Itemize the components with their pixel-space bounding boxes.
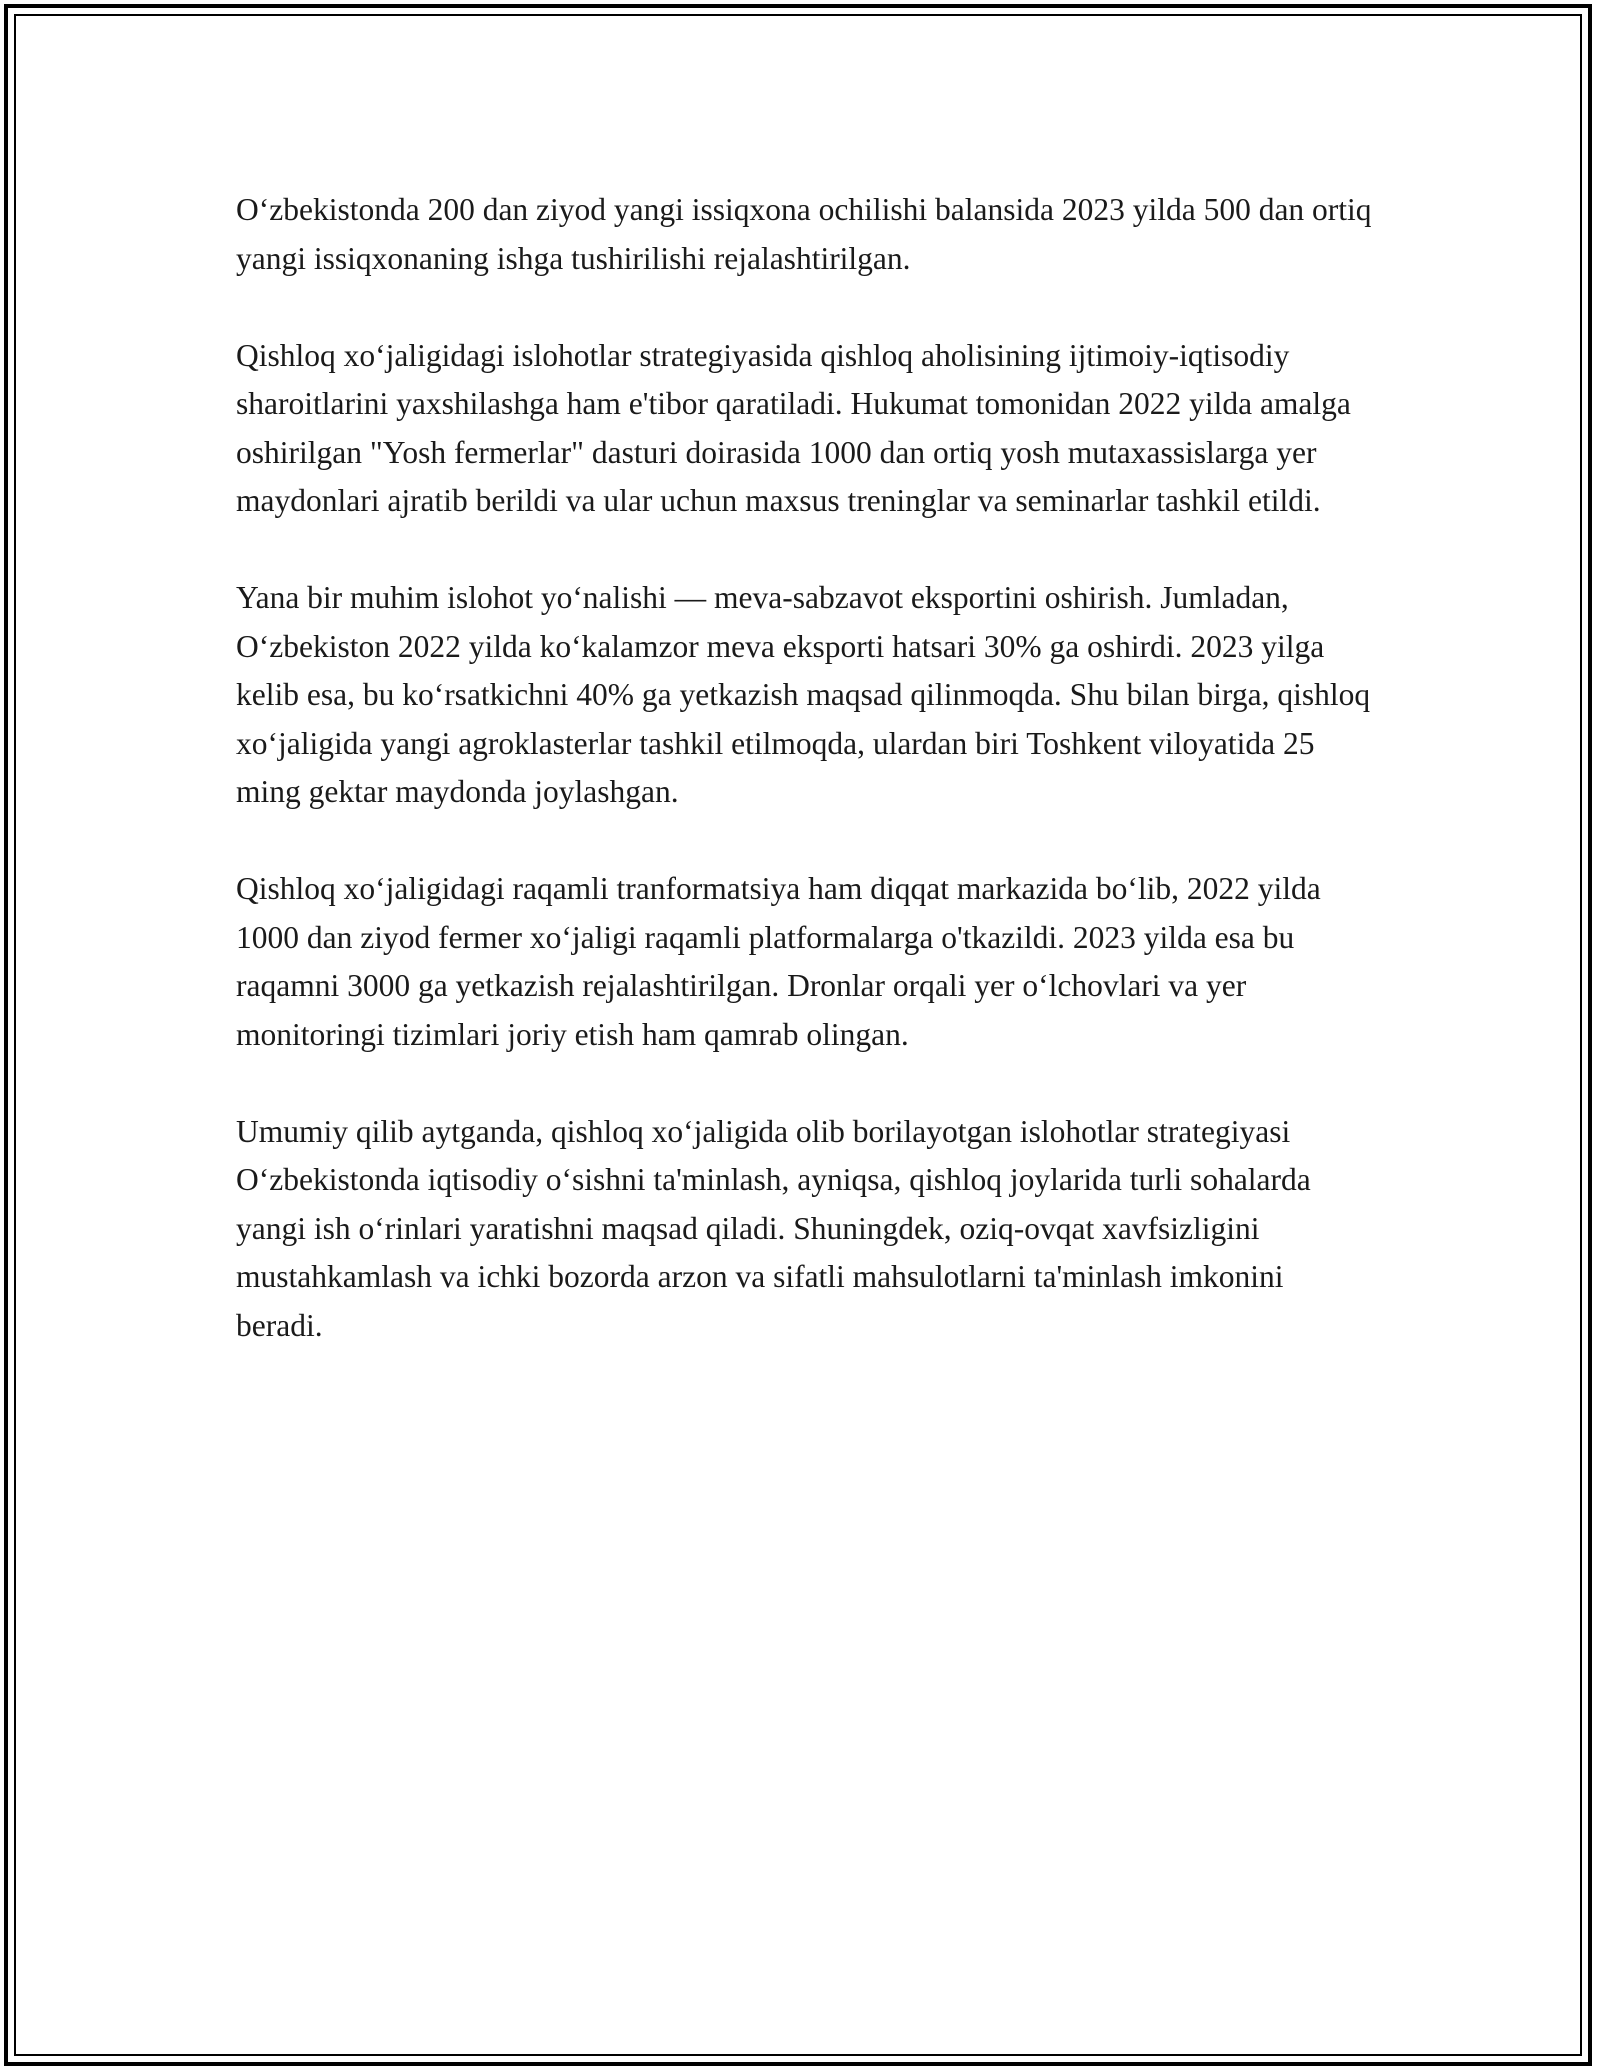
paragraph-4: Qishloq xo‘jaligidagi raqamli tranformatsiya ham diqqat markazida bo‘lib, 2022 yilda 1000 dan ziyod fermer xo‘jaligi raqamli platformalarga o'tkazildi. 2023 yilda esa bu raqamni 3000 ga yetkazish rejalashtirilgan. Dronlar orqali yer o‘lchovlari va yer monitoringi tizimlari joriy etish ham qamrab olingan.: [236, 871, 1321, 1052]
document-body: [236, 186, 1376, 1399]
paragraph-1: O‘zbekistonda 200 dan ziyod yangi issiqxona ochilishi balansida 2023 yilda 500 dan ortiq yangi issiqxonaning ishga tushirilishi rejalashtirilgan.: [236, 192, 1372, 276]
paragraph-5: Umumiy qilib aytganda, qishloq xo‘jaligida olib borilayotgan islohotlar strategiyasi O‘zbekistonda iqtisodiy o‘sishni ta'minlash, ayniqsa, qishloq joylarida turli sohalarda yangi ish o‘rinlari yaratishni maqsad qiladi. Shuningdek, oziq-ovqat xavfsizligini mustahkamlash va ichki bozorda arzon va sifatli mahsulotlarni ta'minlash imkonini beradi.: [236, 1113, 1311, 1343]
paragraph-3: Yana bir muhim islohot yo‘nalishi — meva-sabzavot eksportini oshirish. Jumladan, O‘zbekiston 2022 yilda ko‘kalamzor meva eksporti hatsari 30% ga oshirdi. 2023 yilga kelib esa, bu ko‘rsatkichni 40% ga yetkazish maqsad qilinmoqda. Shu bilan birga, qishloq xo‘jaligida yangi agroklasterlar tashkil etilmoqda, ulardan biri Toshkent viloyatida 25 ming gektar maydonda joylashgan.: [236, 580, 1371, 809]
paragraph-2: Qishloq xo‘jaligidagi islohotlar strategiyasida qishloq aholisining ijtimoiy-iqtisodiy sharoitlarini yaxshilashga ham e'tibor qaratiladi. Hukumat tomonidan 2022 yilda amalga oshirilgan "Yosh fermerlar" dasturi doirasida 1000 dan ortiq yosh mutaxassislarga yer maydonlari ajratib berildi va ular uchun maxsus treninglar va seminarlar tashkil etildi.: [236, 337, 1351, 518]
